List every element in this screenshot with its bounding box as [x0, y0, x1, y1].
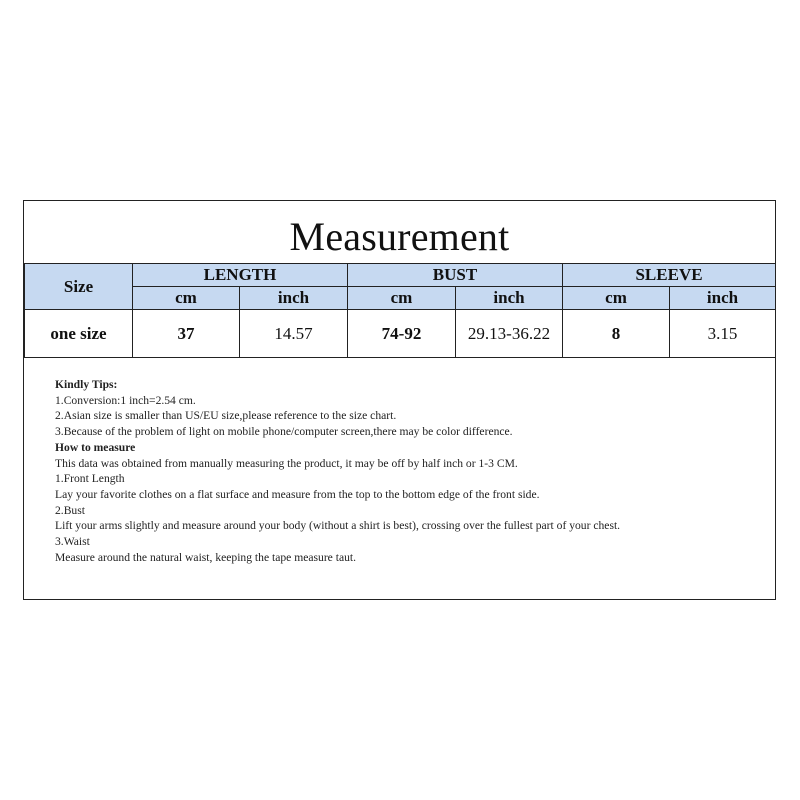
unit-header: cm — [348, 287, 456, 310]
unit-header: inch — [456, 287, 563, 310]
tip-line: 3.Because of the problem of light on mobile phone/computer screen,there may be color difference. — [55, 425, 513, 439]
bust-cm-value: 74-92 — [348, 310, 456, 358]
unit-header: cm — [563, 287, 670, 310]
tip-line: 1.Conversion:1 inch=2.54 cm. — [55, 393, 196, 407]
measure-heading: How to measure — [55, 440, 136, 454]
measure-line: Lift your arms slightly and measure around your body (without a shirt is best), crossing over the fullest part of your chest. — [55, 519, 621, 533]
measure-line: Lay your favorite clothes on a flat surface and measure from the top to the bottom edge of the front side. — [55, 487, 540, 501]
measure-line: 1.Front Length — [55, 472, 125, 486]
unit-header: cm — [133, 287, 240, 310]
tip-line: 2.Asian size is smaller than US/EU size,please reference to the size chart. — [55, 409, 397, 423]
sleeve-cm-value: 8 — [563, 310, 670, 358]
group-header-length: LENGTH — [133, 264, 348, 287]
measure-line: This data was obtained from manually measuring the product, it may be off by half inch or 1-3 CM. — [55, 456, 518, 470]
size-chart-frame — [23, 200, 776, 600]
length-cm-value: 37 — [133, 310, 240, 358]
measure-line: 2.Bust — [55, 503, 85, 517]
unit-header: inch — [240, 287, 348, 310]
size-header: Size — [25, 264, 133, 310]
tips-heading: Kindly Tips: — [55, 378, 118, 391]
tips-section — [55, 377, 755, 565]
bust-inch-value: 29.13-36.22 — [456, 310, 563, 358]
size-table — [24, 263, 776, 358]
unit-header: inch — [670, 287, 776, 310]
sleeve-inch-value: 3.15 — [670, 310, 776, 358]
length-inch-value: 14.57 — [240, 310, 348, 358]
page-title: Measurement — [289, 214, 510, 259]
group-header-sleeve: SLEEVE — [563, 264, 776, 287]
row-size-label: one size — [25, 310, 133, 358]
table-row — [25, 310, 776, 358]
group-header-bust: BUST — [348, 264, 563, 287]
measure-line: Measure around the natural waist, keeping the tape measure taut. — [55, 550, 357, 564]
measure-line: 3.Waist — [55, 535, 90, 549]
